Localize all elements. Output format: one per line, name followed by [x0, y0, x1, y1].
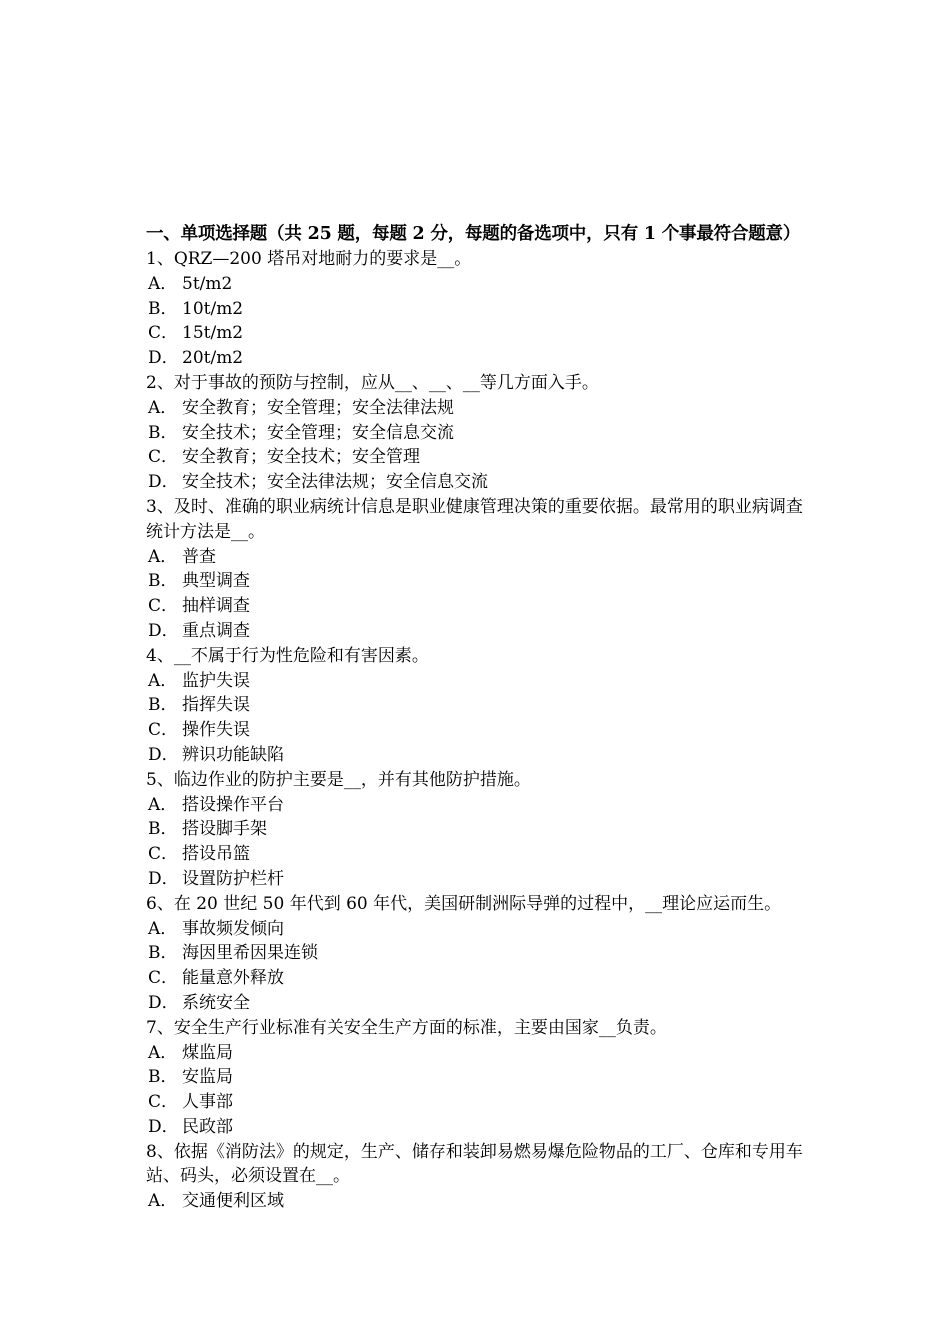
- option-text: 海因里希因果连锁: [182, 943, 318, 964]
- option-text: 煤监局: [182, 1042, 233, 1063]
- option-text: 人事部: [182, 1092, 233, 1113]
- option-text: 典型调查: [182, 571, 250, 592]
- option-letter: B．: [148, 943, 178, 964]
- answer-option: [146, 272, 814, 297]
- questions-container: [146, 247, 814, 1214]
- question-stem: 8、依据《消防法》的规定，生产、储存和装卸易燃易爆危险物品的工厂、仓库和专用车站、码头，必须设置在__。: [146, 1141, 803, 1187]
- answer-option: [146, 817, 814, 842]
- answer-option: [146, 396, 814, 421]
- answer-option: [146, 1189, 814, 1214]
- option-text: 安监局: [182, 1067, 233, 1088]
- option-letter: B．: [148, 298, 178, 319]
- option-letter: B．: [148, 1067, 178, 1088]
- option-letter: C．: [148, 323, 179, 344]
- answer-option: [146, 445, 814, 470]
- option-text: 安全教育；安全技术；安全管理: [182, 447, 420, 468]
- option-text: 民政部: [182, 1116, 233, 1137]
- answer-option: [146, 991, 814, 1016]
- question-stem: 6、在 20 世纪 50 年代到 60 年代，美国研制洲际导弹的过程中，__理论应运而生。: [146, 893, 782, 914]
- option-letter: B．: [148, 695, 178, 716]
- option-text: 系统安全: [182, 992, 250, 1013]
- answer-option: [146, 321, 814, 346]
- option-text: 设置防护栏杆: [182, 868, 284, 889]
- question-block: [146, 371, 814, 495]
- option-text: 操作失误: [182, 720, 250, 741]
- option-text: 普查: [182, 546, 216, 567]
- option-text: 安全技术；安全法律法规；安全信息交流: [182, 472, 488, 493]
- answer-option: [146, 718, 814, 743]
- question-stem: 5、临边作业的防护主要是__，并有其他防护措施。: [146, 769, 531, 790]
- answer-option: [146, 693, 814, 718]
- option-text: 能量意外释放: [182, 968, 284, 989]
- option-letter: D．: [148, 868, 179, 889]
- answer-option: [146, 1065, 814, 1090]
- answer-option: [146, 867, 814, 892]
- answer-option: [146, 594, 814, 619]
- option-letter: A．: [148, 1191, 178, 1212]
- option-letter: D．: [148, 348, 179, 369]
- question-block: [146, 495, 814, 644]
- option-letter: C．: [148, 596, 179, 617]
- option-letter: C．: [148, 844, 179, 865]
- option-letter: A．: [148, 1042, 178, 1063]
- question-block: [146, 892, 814, 1016]
- option-letter: C．: [148, 720, 179, 741]
- option-letter: C．: [148, 968, 179, 989]
- answer-option: [146, 842, 814, 867]
- answer-option: [146, 917, 814, 942]
- section-title: 一、单项选择题（共 25 题，每题 2 分，每题的备选项中，只有 1 个事最符合题意）: [146, 224, 801, 244]
- option-letter: A．: [148, 794, 178, 815]
- answer-option: [146, 421, 814, 446]
- answer-option: [146, 1090, 814, 1115]
- answer-option: [146, 470, 814, 495]
- option-letter: B．: [148, 571, 178, 592]
- question-stem: 2、对于事故的预防与控制，应从__、__、__等几方面入手。: [146, 372, 599, 393]
- question-block: [146, 1140, 814, 1214]
- answer-option: [146, 545, 814, 570]
- option-text: 安全技术；安全管理；安全信息交流: [182, 422, 454, 443]
- option-letter: D．: [148, 472, 179, 493]
- question-block: [146, 247, 814, 371]
- option-text: 事故频发倾向: [182, 918, 284, 939]
- option-letter: A．: [148, 397, 178, 418]
- answer-option: [146, 569, 814, 594]
- option-text: 5t/m2: [182, 273, 233, 294]
- option-text: 辨识功能缺陷: [182, 744, 284, 765]
- option-text: 交通便利区域: [182, 1191, 284, 1212]
- option-letter: A．: [148, 273, 178, 294]
- option-text: 搭设操作平台: [182, 794, 284, 815]
- option-letter: B．: [148, 819, 178, 840]
- question-list: [146, 222, 814, 1214]
- option-letter: D．: [148, 992, 179, 1013]
- question-stem: 4、__不属于行为性危险和有害因素。: [146, 645, 429, 666]
- option-text: 20t/m2: [182, 348, 244, 369]
- option-text: 搭设吊篮: [182, 844, 250, 865]
- option-letter: D．: [148, 620, 179, 641]
- answer-option: [146, 619, 814, 644]
- answer-option: [146, 1041, 814, 1066]
- option-text: 抽样调查: [182, 596, 250, 617]
- answer-option: [146, 669, 814, 694]
- question-block: [146, 1016, 814, 1140]
- option-letter: A．: [148, 546, 178, 567]
- option-text: 搭设脚手架: [182, 819, 267, 840]
- option-text: 10t/m2: [182, 298, 244, 319]
- option-letter: C．: [148, 447, 179, 468]
- option-text: 重点调查: [182, 620, 250, 641]
- option-text: 安全教育；安全管理；安全法律法规: [182, 397, 454, 418]
- option-letter: B．: [148, 422, 178, 443]
- answer-option: [146, 941, 814, 966]
- answer-option: [146, 1115, 814, 1140]
- answer-option: [146, 966, 814, 991]
- option-letter: A．: [148, 670, 178, 691]
- option-text: 指挥失误: [182, 695, 250, 716]
- option-letter: D．: [148, 1116, 179, 1137]
- option-letter: D．: [148, 744, 179, 765]
- question-block: [146, 644, 814, 768]
- option-letter: C．: [148, 1092, 179, 1113]
- answer-option: [146, 297, 814, 322]
- question-block: [146, 768, 814, 892]
- answer-option: [146, 346, 814, 371]
- question-stem: 7、安全生产行业标准有关安全生产方面的标准，主要由国家__负责。: [146, 1017, 667, 1038]
- question-stem: 3、及时、准确的职业病统计信息是职业健康管理决策的重要依据。最常用的职业病调查统计方法是__。: [146, 496, 803, 542]
- option-text: 监护失误: [182, 670, 250, 691]
- option-letter: A．: [148, 918, 178, 939]
- option-text: 15t/m2: [182, 323, 244, 344]
- answer-option: [146, 743, 814, 768]
- answer-option: [146, 793, 814, 818]
- question-stem: 1、QRZ—200 塔吊对地耐力的要求是__。: [146, 249, 472, 269]
